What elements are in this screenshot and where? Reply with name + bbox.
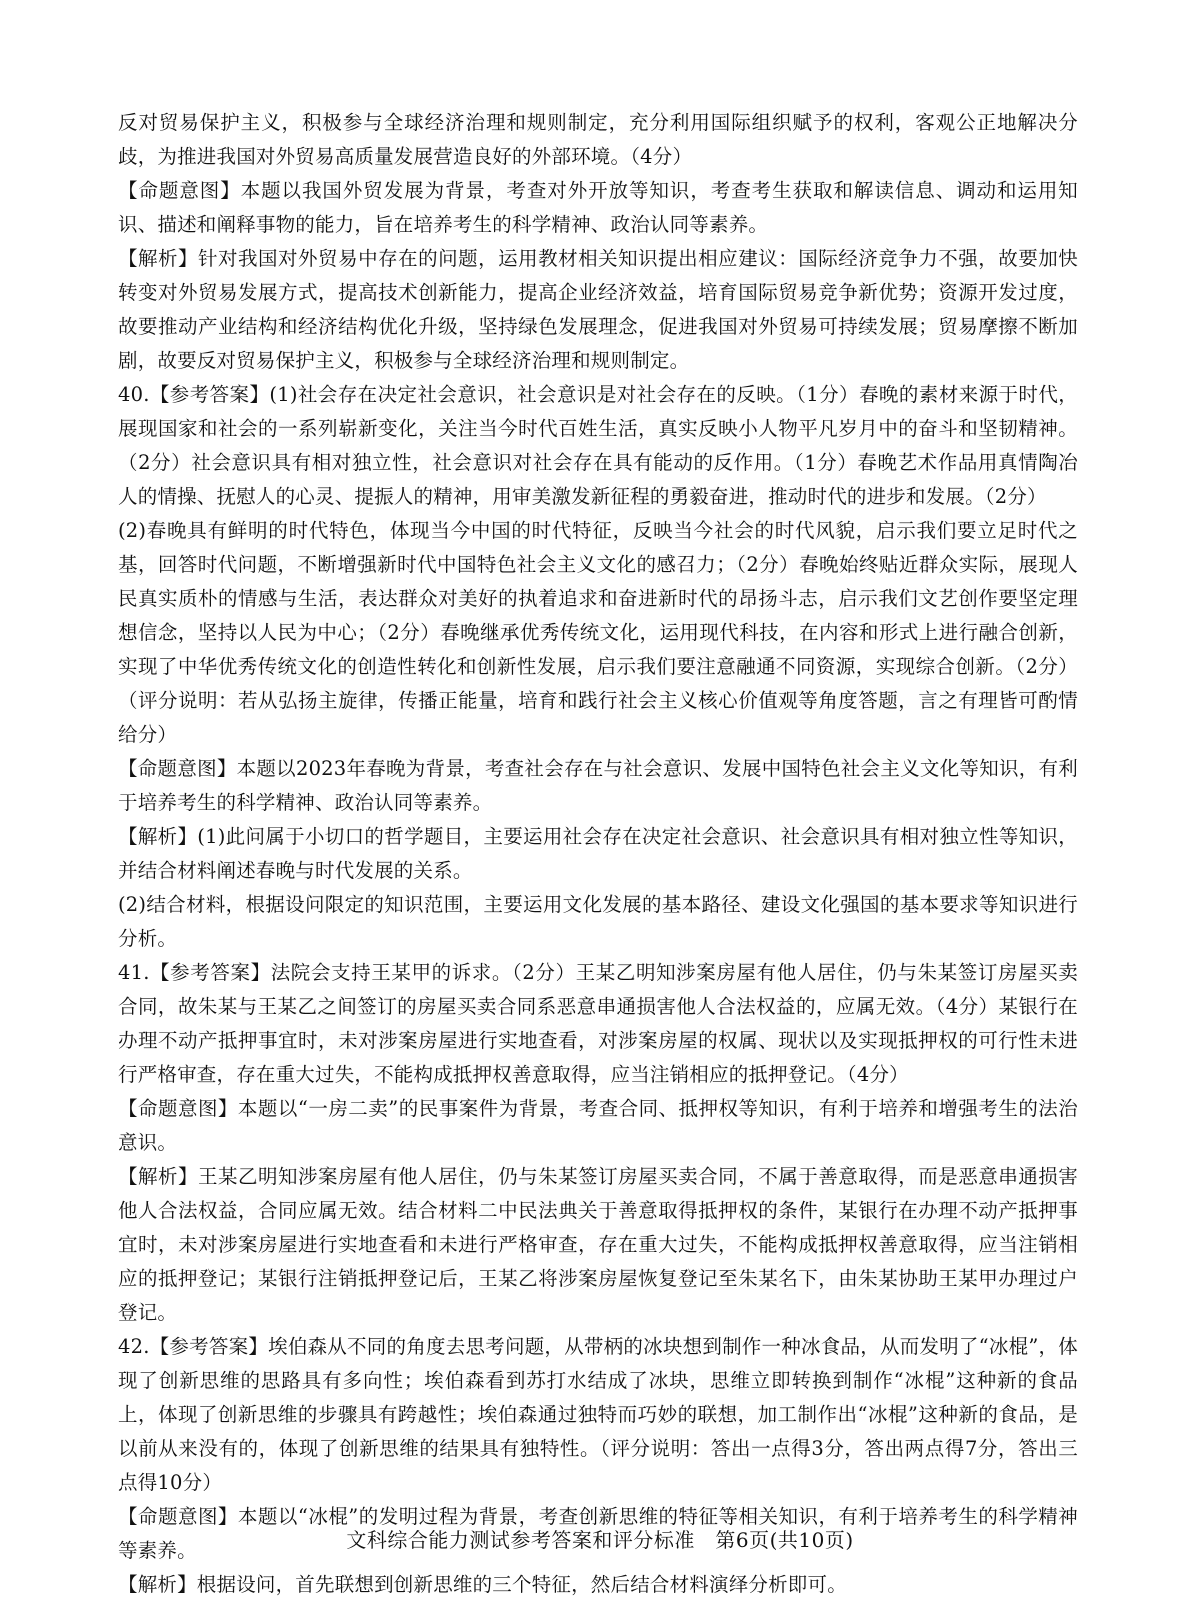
paragraph-39-intent: 【命题意图】本题以我国外贸发展为背景，考查对外开放等知识，考查考生获取和解读信息、调动和运用知识、描述和阐释事物的能力，旨在培养考生的科学精神、政治认同等素养。: [118, 179, 1078, 236]
paragraph-40-analysis-2: (2)结合材料，根据设问限定的知识范围，主要运用文化发展的基本路径、建设文化强国的基本要求等知识进行分析。: [118, 893, 1078, 950]
paragraph-41-intent: 【命题意图】本题以“一房二卖”的民事案件为背景，考查合同、抵押权等知识，有利于培养和增强考生的法治意识。: [118, 1097, 1078, 1154]
paragraph-41-answer: 41.【参考答案】法院会支持王某甲的诉求。（2分）王某乙明知涉案房屋有他人居住，仍与朱某签订房屋买卖合同，故朱某与王某乙之间签订的房屋买卖合同系恶意串通损害他人合法权益的，应属无效。（4分）某银行在办理不动产抵押事宜时，未对涉案房屋进行实地查看，对涉案房屋的权属、现状以及实现抵押权的可行性未进行严格审查，存在重大过失，不能构成抵押权善意取得，应当注销相应的抵押登记。（4分）: [118, 961, 1078, 1086]
paragraph-39-answer-end: 反对贸易保护主义，积极参与全球经济治理和规则制定，充分利用国际组织赋予的权利，客观公正地解决分歧，为推进我国对外贸易高质量发展营造良好的外部环境。（4分）: [118, 111, 1078, 168]
paragraph-41-analysis: 【解析】王某乙明知涉案房屋有他人居住，仍与朱某签订房屋买卖合同，不属于善意取得，而是恶意串通损害他人合法权益，合同应属无效。结合材料二中民法典关于善意取得抵押权的条件，某银行在办理不动产抵押事宜时，未对涉案房屋进行实地查看和未进行严格审查，存在重大过失，不能构成抵押权善意取得，应当注销相应的抵押登记；某银行注销抵押登记后，王某乙将涉案房屋恢复登记至朱某名下，由朱某协助王某甲办理过户登记。: [118, 1165, 1078, 1324]
paragraph-40-answer-2: (2)春晚具有鲜明的时代特色，体现当今中国的时代特征，反映当今社会的时代风貌，启示我们要立足时代之基，回答时代问题，不断增强新时代中国特色社会主义文化的感召力；（2分）春晚始终贴近群众实际，展现人民真实质朴的情感与生活，表达群众对美好的执着追求和奋进新时代的昂扬斗志，启示我们文艺创作要坚定理想信念，坚持以人民为中心；（2分）春晚继承优秀传统文化，运用现代科技，在内容和形式上进行融合创新，实现了中华优秀传统文化的创造性转化和创新性发展，启示我们要注意融通不同资源，实现综合创新。（2分）（评分说明：若从弘扬主旋律，传播正能量，培育和践行社会主义核心价值观等角度答题，言之有理皆可酌情给分）: [118, 519, 1078, 746]
paragraph-40-intent: 【命题意图】本题以2023年春晚为背景，考查社会存在与社会意识、发展中国特色社会主义文化等知识，有利于培养考生的科学精神、政治认同等素养。: [118, 757, 1078, 814]
paragraph-39-analysis: 【解析】针对我国对外贸易中存在的问题，运用教材相关知识提出相应建议：国际经济竞争力不强，故要加快转变对外贸易发展方式，提高技术创新能力，提高企业经济效益，培育国际贸易竞争新优势；资源开发过度，故要推动产业结构和经济结构优化升级，坚持绿色发展理念，促进我国对外贸易可持续发展；贸易摩擦不断加剧，故要反对贸易保护主义，积极参与全球经济治理和规则制定。: [118, 247, 1078, 372]
paragraph-40-answer-1: 40.【参考答案】(1)社会存在决定社会意识，社会意识是对社会存在的反映。（1分）春晚的素材来源于时代，展现国家和社会的一系列崭新变化，关注当今时代百姓生活，真实反映小人物平凡岁月中的奋斗和坚韧精神。（2分）社会意识具有相对独立性，社会意识对社会存在具有能动的反作用。（1分）春晚艺术作品用真情陶冶人的情操、抚慰人的心灵、提振人的精神，用审美激发新征程的勇毅奋进，推动时代的进步和发展。（2分）: [118, 383, 1078, 508]
paragraph-42-answer: 42.【参考答案】埃伯森从不同的角度去思考问题，从带柄的冰块想到制作一种冰食品，从而发明了“冰棍”，体现了创新思维的思路具有多向性；埃伯森看到苏打水结成了冰块，思维立即转换到制作“冰棍”这种新的食品上，体现了创新思维的步骤具有跨越性；埃伯森通过独特而巧妙的联想，加工制作出“冰棍”这种新的食品，是以前从来没有的，体现了创新思维的结果具有独特性。（评分说明：答出一点得3分，答出两点得7分，答出三点得10分）: [118, 1335, 1078, 1494]
page-body: [118, 106, 1078, 1602]
page-footer: 文科综合能力测试参考答案和评分标准 第6页(共10页): [346, 1528, 854, 1552]
paragraph-40-analysis-1: 【解析】(1)此问属于小切口的哲学题目，主要运用社会存在决定社会意识、社会意识具有相对独立性等知识，并结合材料阐述春晚与时代发展的关系。: [118, 825, 1078, 882]
paragraph-42-intent: 【命题意图】本题以“冰棍”的发明过程为背景，考查创新思维的特征等相关知识，有利于培养考生的科学精神等素养。: [118, 1505, 1078, 1562]
paragraph-42-analysis: 【解析】根据设问，首先联想到创新思维的三个特征，然后结合材料演绎分析即可。: [118, 1573, 847, 1596]
